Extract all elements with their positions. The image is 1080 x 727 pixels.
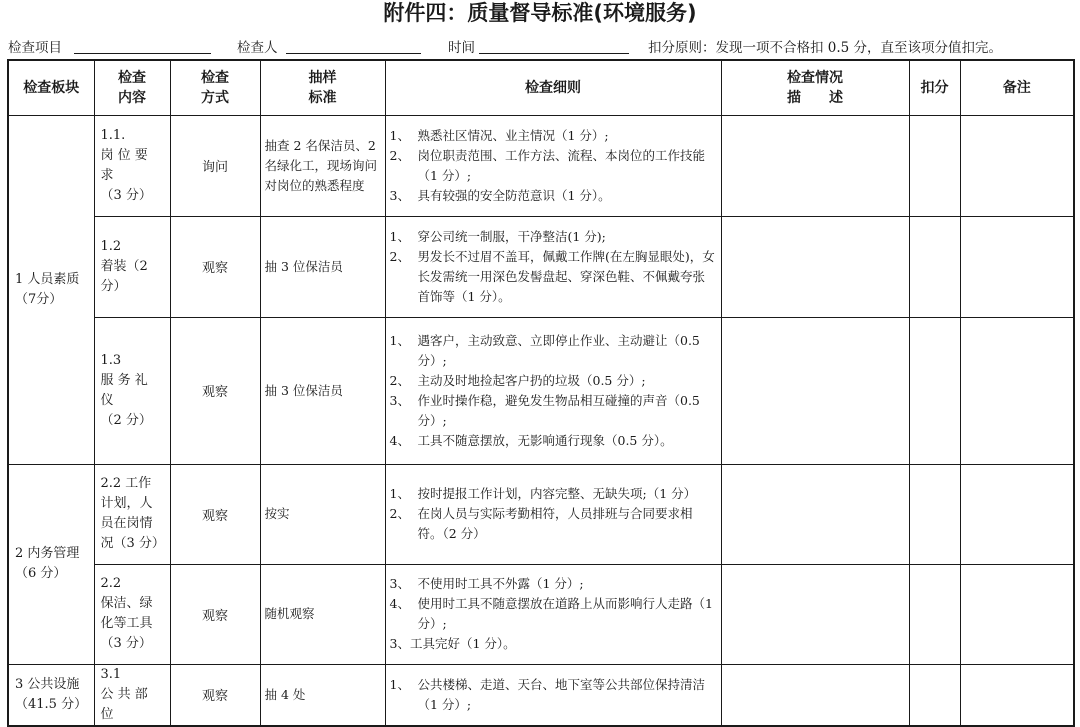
page-title: 附件四：质量督导标准(环境服务) <box>383 1 697 25</box>
rule-text: 遇客户，主动致意、立即停止作业、主动避让（0.5 分）; <box>417 332 700 368</box>
check-method: 观察 <box>170 464 260 564</box>
rule-text: 作业时操作稳，避免发生物品相互碰撞的声音（0.5 分）; <box>417 392 700 428</box>
col-method: 检查 方式 <box>170 60 260 115</box>
remarks-cell[interactable] <box>960 115 1074 216</box>
check-method: 观察 <box>170 317 260 464</box>
check-details <box>385 216 721 317</box>
situation-cell[interactable] <box>721 115 909 216</box>
sample-standard: 抽 4 处 <box>260 664 385 726</box>
check-method: 观察 <box>170 664 260 726</box>
rule-text: 男发长不过眉不盖耳，佩戴工作牌(在左胸显眼处)，女长发需统一用深色发髻盘起、穿深色鞋、不佩戴夸张首饰等（1 分）。 <box>417 248 715 304</box>
deduction-cell[interactable] <box>909 317 960 464</box>
remarks-cell[interactable] <box>960 317 1074 464</box>
time-label: 时间 <box>448 40 475 56</box>
rule-text: 熟悉社区情况、业主情况（1 分）; <box>417 127 609 143</box>
rule-text: 3、工具完好（1 分）。 <box>389 636 516 651</box>
check-content <box>94 216 170 317</box>
detail-rule <box>390 484 717 504</box>
sample-standard: 抽 3 位保洁员 <box>260 216 385 317</box>
rule-text: 使用时工具不随意摆放在道路上从而影响行人走路（1 分）; <box>417 596 713 631</box>
detail-rule <box>390 594 717 634</box>
col-remarks: 备注 <box>960 60 1074 115</box>
rule-text: 在岗人员与实际考勤相符，人员排班与合同要求相符。（2 分） <box>417 506 693 541</box>
col-deduction: 扣分 <box>909 60 960 115</box>
table-row <box>8 216 1074 317</box>
check-details <box>385 317 721 464</box>
project-field[interactable] <box>74 53 211 54</box>
col-content: 检查 内容 <box>94 60 170 115</box>
rule-number: 1、 <box>389 676 410 692</box>
check-content <box>94 464 170 564</box>
rule-number: 4、 <box>389 596 410 611</box>
inspector-field[interactable] <box>286 53 421 54</box>
inspector-label: 检查人 <box>237 40 278 56</box>
header-row <box>8 60 1074 115</box>
check-details <box>385 115 721 216</box>
sample-standard: 随机观察 <box>260 564 385 664</box>
check-content <box>94 115 170 216</box>
rule-text: 具有较强的安全防范意识（1 分）。 <box>417 187 611 203</box>
sample-standard: 抽查 2 名保洁员、2 名绿化工，现场询问对岗位的熟悉程度 <box>260 115 385 216</box>
detail-rule <box>390 504 717 544</box>
check-method: 询问 <box>170 115 260 216</box>
check-method: 观察 <box>170 564 260 664</box>
rule-text: 公共楼梯、走道、天台、地下室等公共部位保持清洁（1 分）; <box>417 676 706 712</box>
rule-number: 3、 <box>389 576 410 591</box>
col-details: 检查细则 <box>385 60 721 115</box>
situation-cell[interactable] <box>721 317 909 464</box>
situation-cell[interactable] <box>721 216 909 317</box>
table-row <box>8 664 1074 726</box>
check-content-line: 服 务 礼 仪 <box>100 372 148 408</box>
deduction-cell[interactable] <box>909 664 960 726</box>
check-details <box>385 664 721 726</box>
check-content-line: 1.2 <box>100 238 122 254</box>
form-meta-row <box>8 36 1074 56</box>
detail-rule <box>390 331 717 371</box>
rule-number: 1、 <box>389 228 410 244</box>
rule-text: 工具不随意摆放，无影响通行现象（0.5 分）。 <box>417 432 673 448</box>
project-label: 检查项目 <box>8 40 62 56</box>
sample-standard: 按实 <box>260 464 385 564</box>
check-content-line: 1.1. <box>100 127 126 143</box>
remarks-cell[interactable] <box>960 216 1074 317</box>
check-content-line: 着装（2 分） <box>100 258 148 294</box>
check-content-line: （3 分） <box>100 187 152 203</box>
situation-cell[interactable] <box>721 464 909 564</box>
rule-number: 2、 <box>389 248 410 264</box>
col-section: 检查板块 <box>8 60 94 115</box>
detail-rule <box>390 146 717 186</box>
deduction-cell[interactable] <box>909 564 960 664</box>
check-details <box>385 464 721 564</box>
rule-text: 岗位职责范围、工作方法、流程、本岗位的工作技能（1 分）; <box>417 147 706 183</box>
rule-number: 4、 <box>389 432 410 448</box>
check-content-line: 公 共 部 位 <box>100 686 148 722</box>
check-content-line: （2 分） <box>100 412 152 428</box>
deduction-cell[interactable] <box>909 464 960 564</box>
remarks-cell[interactable] <box>960 464 1074 564</box>
detail-rule <box>390 247 717 307</box>
rule-number: 2、 <box>389 506 410 521</box>
rule-number: 2、 <box>389 147 410 163</box>
rule-number: 1、 <box>389 332 410 348</box>
check-content <box>94 664 170 726</box>
sample-standard: 抽 3 位保洁员 <box>260 317 385 464</box>
detail-rule <box>390 227 717 247</box>
rule-number: 3、 <box>389 187 410 203</box>
detail-rule <box>390 126 717 146</box>
detail-rule <box>390 431 717 451</box>
rule-number: 1、 <box>389 486 410 501</box>
check-content-line: 1.3 <box>100 352 122 368</box>
deduction-cell[interactable] <box>909 115 960 216</box>
situation-cell[interactable] <box>721 564 909 664</box>
col-sample: 抽样 标准 <box>260 60 385 115</box>
rule-number: 2、 <box>389 372 410 388</box>
deduction-cell[interactable] <box>909 216 960 317</box>
rule-text: 不使用时工具不外露（1 分）; <box>417 576 584 591</box>
remarks-cell[interactable] <box>960 564 1074 664</box>
rule-text: 穿公司统一制服，干净整洁(1 分); <box>417 228 606 244</box>
deduction-principle: 扣分原则：发现一项不合格扣 0.5 分，直至该项分值扣完。 <box>648 40 1003 56</box>
remarks-cell[interactable] <box>960 664 1074 726</box>
rule-text: 按时提报工作计划，内容完整、无缺失项;（1 分） <box>417 486 697 501</box>
detail-rule <box>390 186 717 206</box>
table-row <box>8 564 1074 664</box>
check-content <box>94 317 170 464</box>
section-label: 2 内务管理（6 分） <box>8 464 94 664</box>
detail-rule <box>390 634 717 654</box>
detail-rule <box>390 371 717 391</box>
rule-number: 3、 <box>389 392 410 408</box>
detail-rule <box>390 391 717 431</box>
rule-text: 主动及时地捡起客户扔的垃圾（0.5 分）; <box>417 372 646 388</box>
check-content-line: 3.1 <box>100 666 122 682</box>
check-content-line: 岗 位 要 求 <box>100 147 148 183</box>
detail-rule <box>390 675 717 715</box>
check-content-line: 2.2 <box>100 576 122 591</box>
col-situation: 检查情况 描 述 <box>721 60 909 115</box>
check-method: 观察 <box>170 216 260 317</box>
section-label: 3 公共设施（41.5 分） <box>8 664 94 726</box>
check-content-line: 保洁、绿化等工具（3 分） <box>100 596 153 651</box>
check-content <box>94 564 170 664</box>
detail-rule <box>390 574 717 594</box>
check-content-line: 2.2 工作计划，人员在岗情况（3 分） <box>100 476 165 551</box>
quality-standard-table <box>7 59 1075 727</box>
table-row <box>8 317 1074 464</box>
situation-cell[interactable] <box>721 664 909 726</box>
rule-number: 1、 <box>389 127 410 143</box>
table-row <box>8 464 1074 564</box>
check-details <box>385 564 721 664</box>
time-field[interactable] <box>479 53 629 54</box>
table-row <box>8 115 1074 216</box>
section-label: 1 人员素质（7分） <box>8 115 94 464</box>
